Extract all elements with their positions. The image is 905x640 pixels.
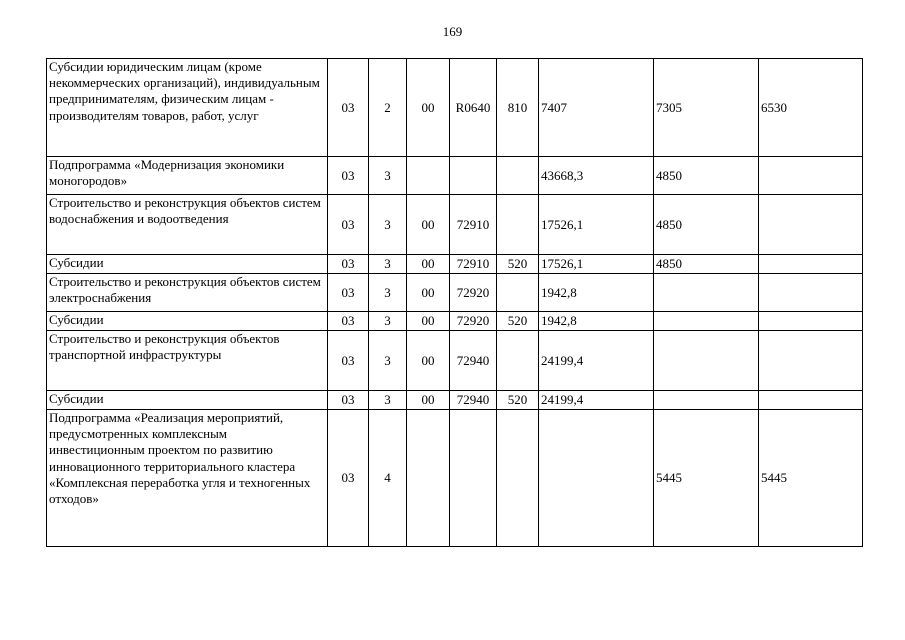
subsection-code: 3 [369, 331, 407, 391]
target-code [450, 157, 497, 195]
expense-type-code: 520 [497, 391, 539, 410]
amount-year-2: 4850 [654, 255, 759, 274]
row-name: Подпрограмма «Модернизация экономики моногородов» [47, 157, 328, 195]
section-code: 03 [328, 410, 369, 547]
table-row [47, 391, 863, 410]
table-row [47, 157, 863, 195]
table-row [47, 59, 863, 157]
program-code: 00 [407, 274, 450, 312]
amount-year-3 [759, 331, 863, 391]
row-name: Строительство и реконструкция объектов транспортной инфраструктуры [47, 331, 328, 391]
program-code: 00 [407, 331, 450, 391]
amount-year-1: 7407 [539, 59, 654, 157]
expense-type-code: 520 [497, 255, 539, 274]
target-code: 72940 [450, 331, 497, 391]
subsection-code: 3 [369, 391, 407, 410]
expense-type-code [497, 157, 539, 195]
row-name: Субсидии [47, 312, 328, 331]
program-code: 00 [407, 312, 450, 331]
target-code [450, 410, 497, 547]
expense-type-code [497, 331, 539, 391]
target-code: 72910 [450, 255, 497, 274]
target-code: 72920 [450, 274, 497, 312]
section-code: 03 [328, 59, 369, 157]
amount-year-2 [654, 312, 759, 331]
program-code [407, 410, 450, 547]
budget-table [46, 58, 863, 547]
program-code: 00 [407, 195, 450, 255]
amount-year-1: 17526,1 [539, 255, 654, 274]
subsection-code: 3 [369, 274, 407, 312]
subsection-code: 4 [369, 410, 407, 547]
row-name: Строительство и реконструкция объектов систем водоснабжения и водоотведения [47, 195, 328, 255]
amount-year-1: 1942,8 [539, 312, 654, 331]
expense-type-code [497, 195, 539, 255]
amount-year-3 [759, 312, 863, 331]
subsection-code: 3 [369, 255, 407, 274]
table-row [47, 274, 863, 312]
section-code: 03 [328, 331, 369, 391]
page-number: 169 [442, 24, 463, 39]
amount-year-2: 7305 [654, 59, 759, 157]
row-name: Строительство и реконструкция объектов систем электроснабжения [47, 274, 328, 312]
amount-year-1: 24199,4 [539, 391, 654, 410]
section-code: 03 [328, 274, 369, 312]
program-code: 00 [407, 59, 450, 157]
amount-year-1: 1942,8 [539, 274, 654, 312]
target-code: R0640 [450, 59, 497, 157]
amount-year-1: 17526,1 [539, 195, 654, 255]
expense-type-code: 810 [497, 59, 539, 157]
subsection-code: 3 [369, 157, 407, 195]
program-code: 00 [407, 391, 450, 410]
amount-year-2: 5445 [654, 410, 759, 547]
amount-year-1: 43668,3 [539, 157, 654, 195]
expense-type-code [497, 410, 539, 547]
program-code: 00 [407, 255, 450, 274]
table-row [47, 331, 863, 391]
section-code: 03 [328, 195, 369, 255]
subsection-code: 3 [369, 195, 407, 255]
table-row [47, 410, 863, 547]
table-row [47, 255, 863, 274]
amount-year-3 [759, 195, 863, 255]
amount-year-3 [759, 274, 863, 312]
section-code: 03 [328, 157, 369, 195]
row-name: Субсидии [47, 391, 328, 410]
target-code: 72940 [450, 391, 497, 410]
amount-year-3 [759, 391, 863, 410]
amount-year-1 [539, 410, 654, 547]
amount-year-3 [759, 255, 863, 274]
amount-year-2 [654, 274, 759, 312]
amount-year-1: 24199,4 [539, 331, 654, 391]
amount-year-3 [759, 157, 863, 195]
row-name: Субсидии юридическим лицам (кроме некоммерческих организаций), индивидуальным предпринимателям, физическим лицам - производителям товаров, работ, услуг [47, 59, 328, 157]
section-code: 03 [328, 255, 369, 274]
subsection-code: 3 [369, 312, 407, 331]
target-code: 72910 [450, 195, 497, 255]
table-row [47, 312, 863, 331]
amount-year-3: 5445 [759, 410, 863, 547]
program-code [407, 157, 450, 195]
table-row [47, 195, 863, 255]
row-name: Подпрограмма «Реализация мероприятий, предусмотренных комплексным инвестиционным проектом по развитию инновационного территориального кластера «Комплексная переработка угля и техногенных отходов» [47, 410, 328, 547]
expense-type-code [497, 274, 539, 312]
row-name: Субсидии [47, 255, 328, 274]
expense-type-code: 520 [497, 312, 539, 331]
subsection-code: 2 [369, 59, 407, 157]
section-code: 03 [328, 312, 369, 331]
amount-year-2: 4850 [654, 157, 759, 195]
section-code: 03 [328, 391, 369, 410]
amount-year-2: 4850 [654, 195, 759, 255]
amount-year-2 [654, 391, 759, 410]
target-code: 72920 [450, 312, 497, 331]
amount-year-2 [654, 331, 759, 391]
amount-year-3: 6530 [759, 59, 863, 157]
